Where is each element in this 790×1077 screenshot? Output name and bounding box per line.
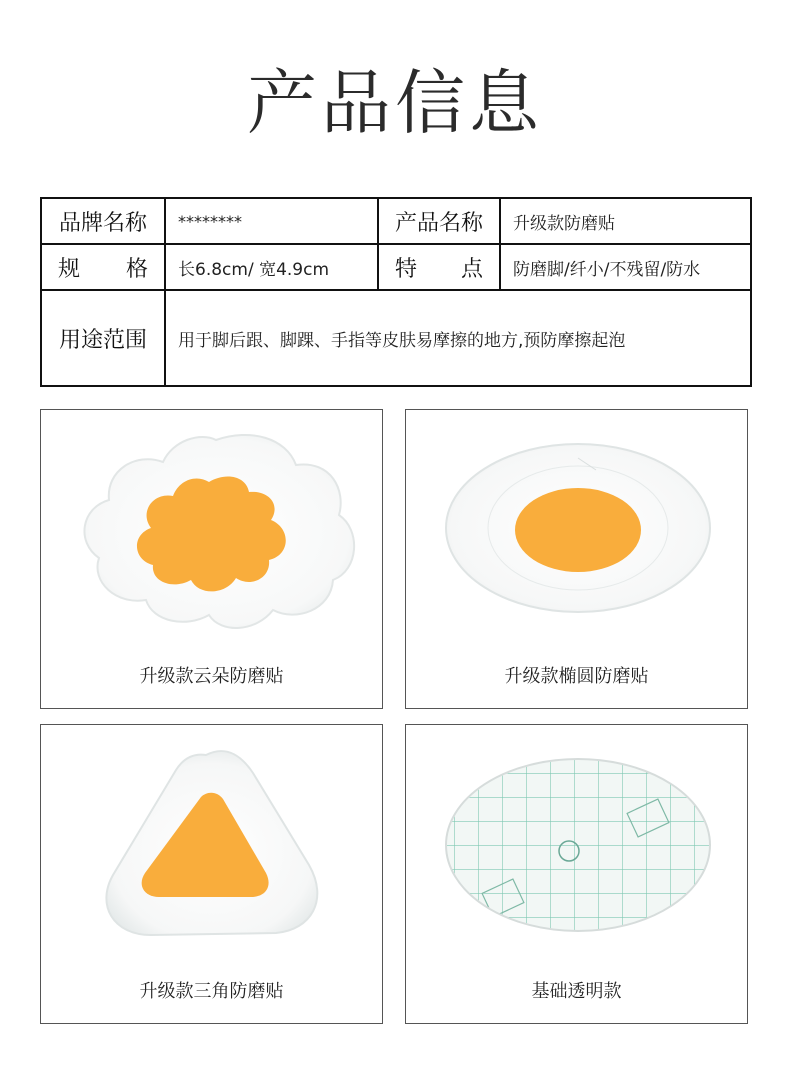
- spec-value: 长6.8cm/ 宽4.9cm: [165, 244, 378, 290]
- triangle-patch-image: [41, 725, 384, 955]
- product-caption: 基础透明款: [531, 981, 622, 1002]
- table-row: [41, 290, 751, 386]
- table-row: [41, 198, 751, 244]
- spec-label: 规格: [41, 244, 165, 290]
- product-name-label: 产品名称: [378, 198, 500, 244]
- table-row: [41, 244, 751, 290]
- product-card-clear: [405, 724, 748, 1024]
- product-card-triangle: [40, 724, 383, 1024]
- clear-patch-image: [406, 725, 749, 955]
- oval-patch-image: [406, 410, 749, 640]
- product-caption: 升级款云朵防磨贴: [139, 666, 284, 687]
- brand-label: 品牌名称: [41, 198, 165, 244]
- feature-label: 特点: [378, 244, 500, 290]
- product-name-value: 升级款防磨贴: [500, 198, 751, 244]
- feature-value: 防磨脚/纤小/不残留/防水: [500, 244, 751, 290]
- brand-value: ********: [165, 198, 378, 244]
- product-caption: 升级款椭圆防磨贴: [504, 666, 649, 687]
- product-caption: 升级款三角防磨贴: [139, 981, 284, 1002]
- product-card-cloud: [40, 409, 383, 709]
- usage-label: 用途范围: [41, 290, 165, 386]
- page-title: 产品信息: [247, 62, 543, 144]
- usage-value: 用于脚后跟、脚踝、手指等皮肤易摩擦的地方,预防摩擦起泡: [165, 290, 751, 386]
- product-card-oval: [405, 409, 748, 709]
- product-info-table: [40, 197, 752, 387]
- cloud-patch-image: [41, 410, 384, 640]
